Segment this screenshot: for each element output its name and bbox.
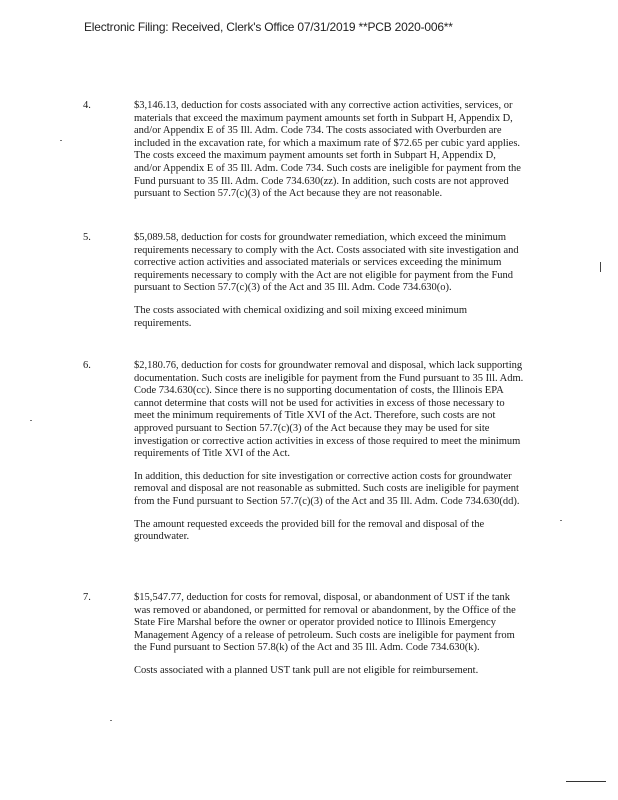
item-body	[134, 100, 524, 201]
scan-speck	[560, 520, 562, 521]
item-body	[134, 360, 524, 544]
item-paragraph: $5,089.58, deduction for costs for groundwater remediation, which exceed the minimum requirements necessary to comply with the Act. Costs associated with site investigation and corrective action activities and associated materials or services exceeding the minimum requirements necessary to comply with the Act are not eligible for payment from the Fund pursuant to Section 57.7(c)(3) of the Act and 35 Ill. Adm. Code 734.630(o).	[134, 232, 519, 294]
item-paragraph: Costs associated with a planned UST tank pull are not eligible for reimbursement.	[134, 664, 479, 676]
item-paragraph: $15,547.77, deduction for costs for removal, disposal, or abandonment of UST if the tank was removed or abandoned, or permitted for removal or abandonment, by the Office of the State Fire Marshal before the owner or operator provided notice to Illinois Emergency Management Agency of a release of petroleum. Such costs are ineligible for payment from the Fund pursuant to Section 57.8(k) of the Act and 35 Ill. Adm. Code 734.630(k).	[134, 592, 516, 654]
item-body	[134, 592, 524, 678]
item-paragraph: The amount requested exceeds the provided bill for the removal and disposal of the groundwater.	[134, 518, 485, 543]
scan-speck	[60, 140, 62, 141]
item-paragraph: $2,180.76, deduction for costs for groundwater removal and disposal, which lack supporting documentation. Such costs are ineligible for payment from the Fund pursuant to 35 Ill. Adm. Code 734.630(cc). Since there is no supporting documentation of costs, the Illinois EPA cannot determine that costs will not be used for activities in excess of those necessary to meet the minimum requirements of Title XVI of the Act. Therefore, such costs are not approved pursuant to Section 57.7(c)(3) of the Act because they may be used for site investigation or corrective action activities in excess of those required to meet the minimum requirements of Title XVI of the Act.	[134, 360, 524, 460]
item-number: 5.	[83, 232, 91, 243]
footer-rule	[566, 781, 606, 782]
scan-speck	[30, 420, 32, 421]
item-number: 6.	[83, 360, 91, 371]
item-number: 7.	[83, 592, 91, 603]
margin-mark	[600, 262, 601, 272]
item-paragraph: The costs associated with chemical oxidizing and soil mixing exceed minimum requirements.	[134, 304, 468, 329]
item-number: 4.	[83, 100, 91, 111]
item-paragraph: In addition, this deduction for site investigation or corrective action costs for groundwater removal and disposal are not reasonable as submitted. Such costs are ineligible for payment from the Fund pursuant to Section 57.7(c)(3) of the Act and 35 Ill. Adm. Code 734.630(dd).	[134, 470, 520, 507]
item-body	[134, 232, 524, 330]
scan-speck	[110, 720, 112, 721]
item-paragraph: $3,146.13, deduction for costs associated with any corrective action activities, services, or materials that exceed the maximum payment amounts set forth in Subpart H, Appendix D, and/or Appendix E of 35 Ill. Adm. Code 734. The costs associated with Overburden are included in the excavation rate, for which a maximum rate of $72.65 per cubic yard applies. The costs exceed the maximum payment amounts set forth in Subpart H, Appendix D, and/or Appendix E of 35 Ill. Adm. Code 734. Such costs are ineligible for payment from the Fund pursuant to 35 Ill. Adm. Code 734.630(zz). In addition, such costs are not approved pursuant to Section 57.7(c)(3) of the Act because they are not reasonable.	[134, 100, 521, 200]
filing-stamp-header: Electronic Filing: Received, Clerk's Office 07/31/2019 **PCB 2020-006**	[84, 20, 453, 34]
